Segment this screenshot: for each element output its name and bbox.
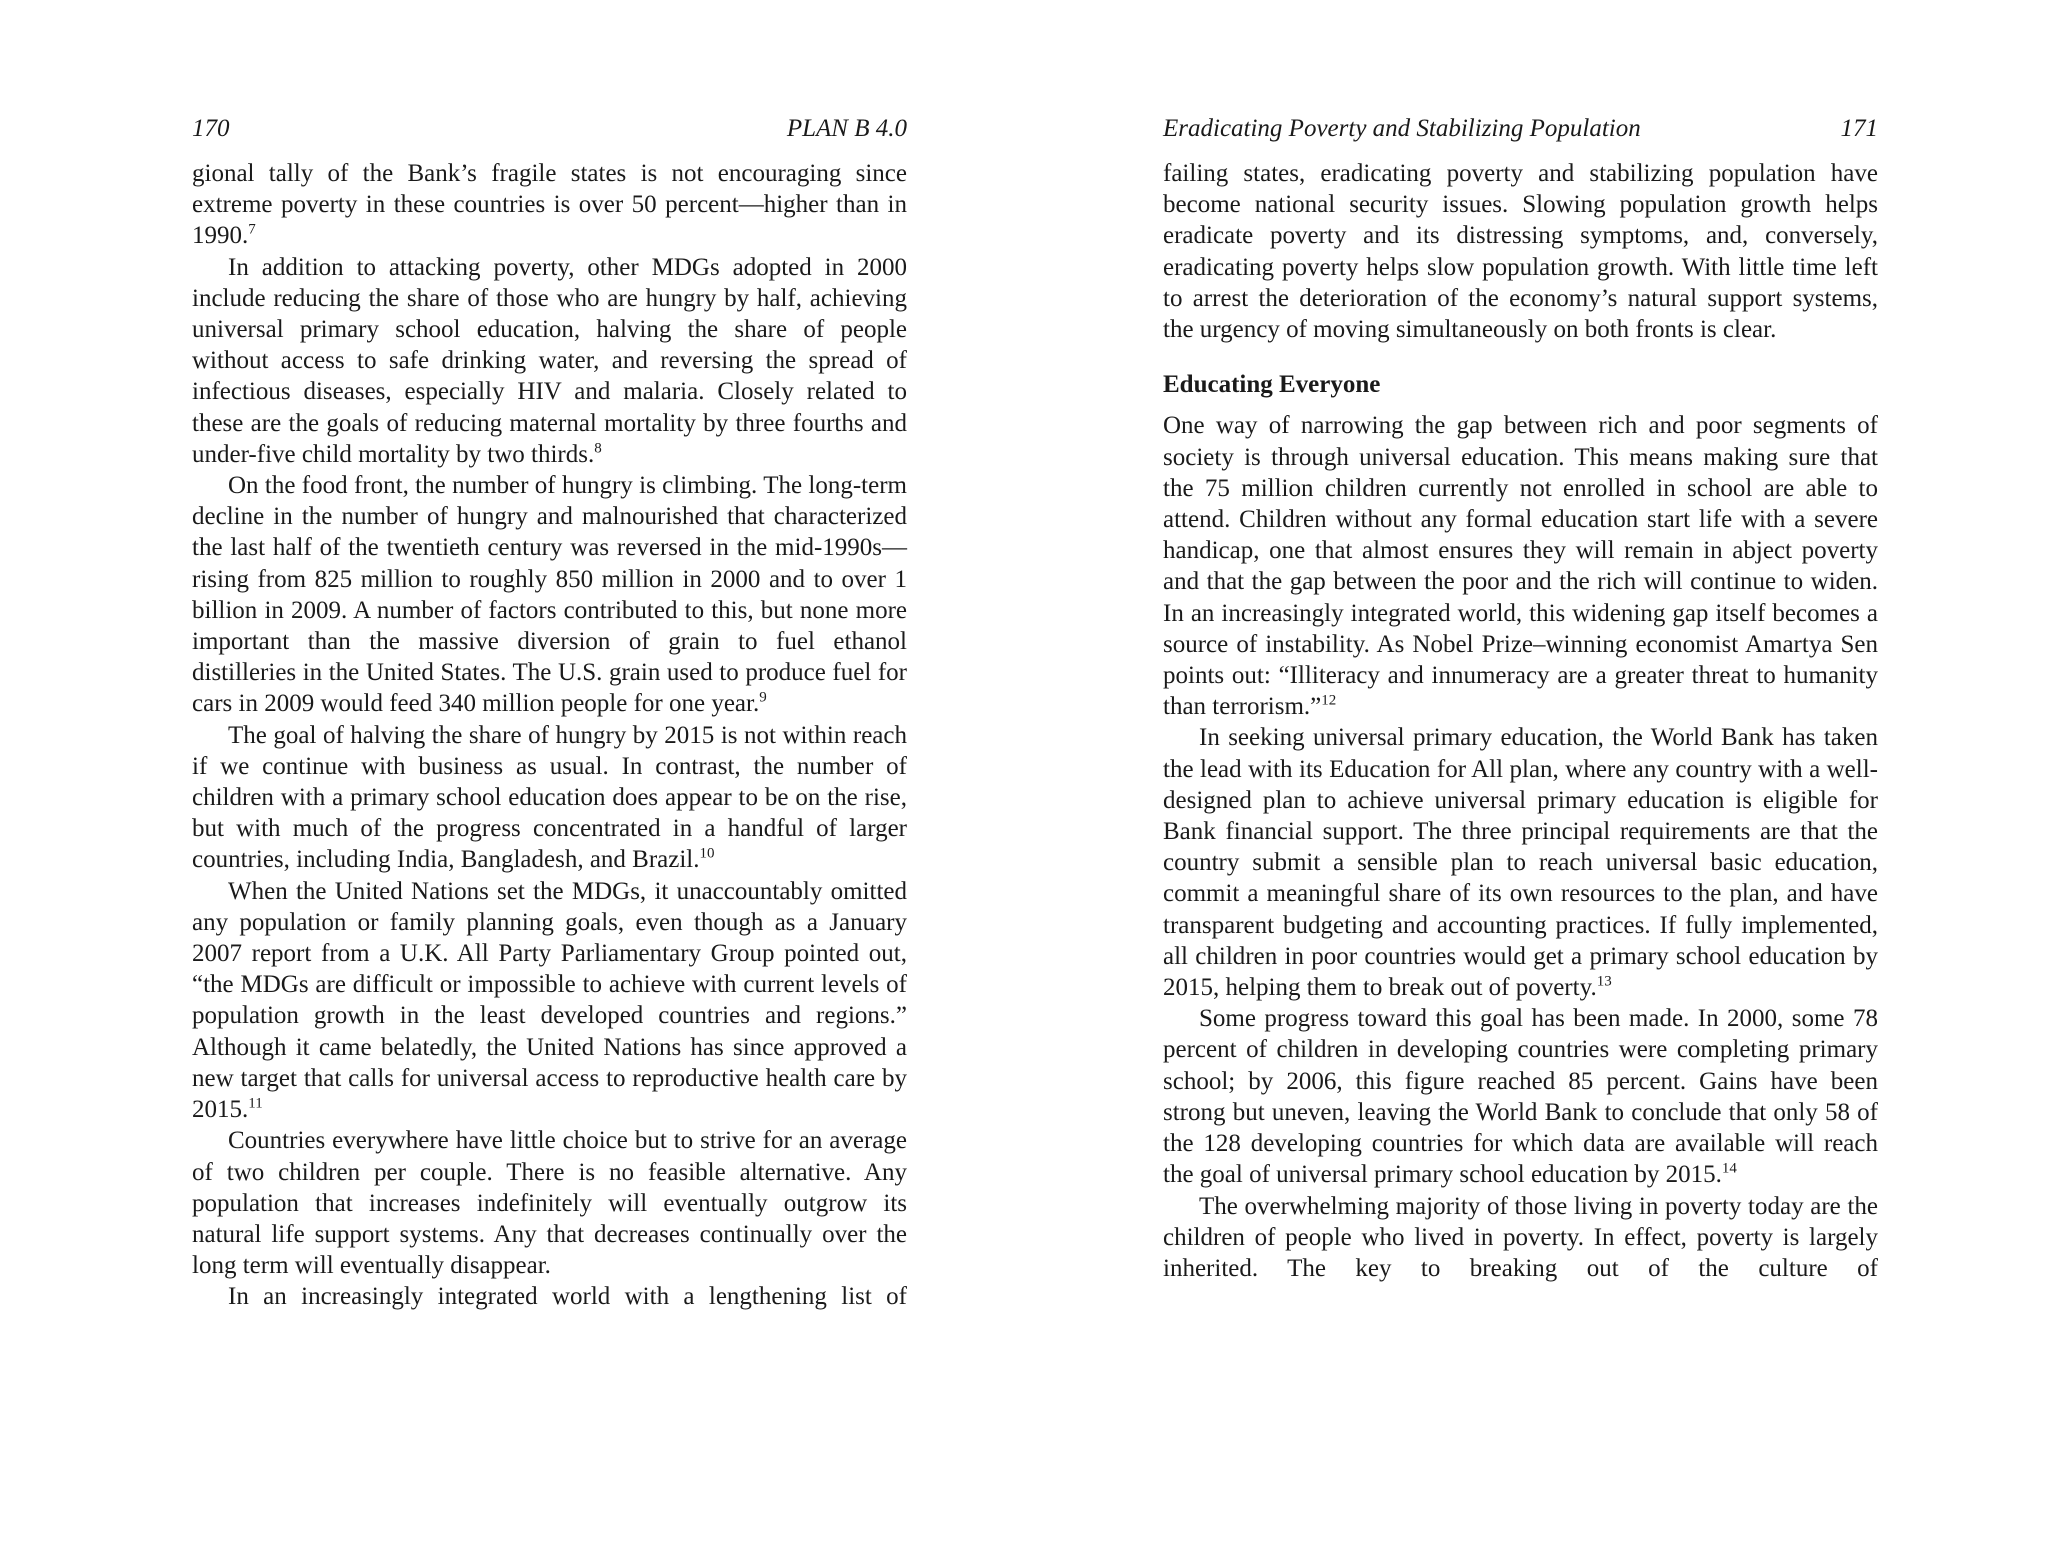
left-page-number: 170 (192, 115, 230, 142)
left-paragraph: In addition to attacking poverty, other MDGs adopted in 2000 include reducing the share of those who are hungry by half, achieving universal primary school education, halving the share of people without access to safe drinking water, and reversing the spread of infectious diseases, especially HIV and malaria. Closely related to these are the goals of reducing maternal mortality by three fourths and under-five child mortality by two thirds.$^8$ (192, 253, 907, 468)
right-paragraph: Some progress toward this goal has been made. In 2000, some 78 percent of children in developing countries were completing primary school; by 2006, this figure reached 85 percent. Gains have been strong but uneven, leaving the World Bank to conclude that only 58 of the 128 developing countries for which data are available will reach the goal of universal primary school education by 2015.14 (1163, 1005, 1878, 1189)
left-paragraph: gional tally of the Bank’s fragile states is not encouraging since extreme poverty in these countries is over 50 percent—higher than in 1990.$^7$ (192, 160, 907, 250)
footnote-ref: 9 (759, 690, 767, 707)
footnote-ref: 10 (699, 846, 715, 863)
footnote-ref: 12 (1321, 692, 1337, 709)
right-paragraph: In seeking universal primary education, the World Bank has taken the lead with its Education for All plan, where any country with a well-designed plan to achieve universal primary education is eligible for Bank financial support. The three principal requirements are that the country submit a sensible plan to reach universal basic education, commit a meaningful share of its own resources to the plan, and have transparent budgeting and accounting practices. If fully implemented, all children in poor countries would get a primary school education by 2015, helping them to break out of poverty.$^{13}$ (1163, 724, 1878, 1002)
right-page-number: 171 (1840, 115, 1878, 142)
left-running-title: PLAN B 4.0 (786, 115, 907, 142)
right-body-text (1163, 158, 1878, 1284)
left-body-text (192, 158, 907, 1313)
right-paragraph: The overwhelming majority of those living in poverty today are the children of people who lived in poverty. In effect, poverty is largely inherited. The key to breaking out of the culture of (1163, 1192, 1878, 1282)
footnote-ref: 11 (248, 1095, 263, 1112)
footnote-ref: 14 (1721, 1160, 1737, 1177)
right-running-head (1163, 108, 1878, 158)
footnote-ref: 7 (248, 222, 256, 239)
right-running-title: Eradicating Poverty and Stabilizing Population (1163, 115, 1641, 142)
left-paragraph: In an increasingly integrated world with a lengthening list of (228, 1283, 907, 1311)
left-paragraph: When the United Nations set the MDGs, it unaccountably omitted any population or family planning goals, even though as a January 2007 report from a U.K. All Party Parliamentary Group pointed out, “the MDGs are difficult or impossible to achieve with current levels of population growth in the least developed countries and regions.” Although it came belatedly, the United Nations has since approved a new target that calls for universal access to reproductive health care by 2015.11 (192, 877, 907, 1124)
left-running-head (192, 108, 907, 158)
left-paragraph: Countries everywhere have little choice but to strive for an average of two children per couple. There is no feasible alternative. Any population that increases indefinitely will eventually outgrow its natural life support systems. Any that decreases continually over the long term will eventually disappear. (192, 1127, 907, 1280)
footnote-ref: 13 (1596, 973, 1612, 990)
left-page (192, 108, 907, 1313)
left-paragraph: On the food front, the number of hungry is climbing. The long-term decline in the number of hungry and malnourished that characterized the last half of the twentieth century was reversed in the mid-1990s—rising from 825 million to roughly 850 million in 2000 and to over 1 billion in 2009. A number of factors contributed to this, but none more important than the massive diversion of grain to fuel ethanol distilleries in the United States. The U.S. grain used to produce fuel for cars in 2009 would feed 340 million people for one year.$^9$ (192, 472, 907, 718)
right-paragraph: One way of narrowing the gap between rich and poor segments of society is through universal education. This means making sure that the 75 million children currently not enrolled in school are able to attend. Children without any formal education start life with a severe handicap, one that almost ensures they will remain in abject poverty and that the gap between the poor and the rich will continue to widen. In an increasingly integrated world, this widening gap itself becomes a source of instability. As Nobel Prize–winning economist Amartya Sen points out: “Illiteracy and innumeracy are a greater threat to humanity than terrorism.”$^{12}$ (1163, 412, 1878, 721)
right-page (1163, 108, 1878, 1284)
section-heading: Educating Everyone (1163, 371, 1381, 399)
footnote-ref: 8 (594, 440, 602, 457)
left-paragraph: The goal of halving the share of hungry by 2015 is not within reach if we continue with business as usual. In contrast, the number of children with a primary school education does appear to be on the rise, but with much of the progress concentrated in a handful of larger countries, including India, Bangladesh, and Brazil.$^{10}$ (192, 721, 907, 874)
right-intro-paragraph: failing states, eradicating poverty and stabilizing population have become national security issues. Slowing population growth helps eradicate poverty and its distressing symptoms, and, conversely, eradicating poverty helps slow population growth. With little time left to arrest the deterioration of the economy’s natural support systems, the urgency of moving simultaneously on both fronts is clear. (1163, 160, 1878, 344)
